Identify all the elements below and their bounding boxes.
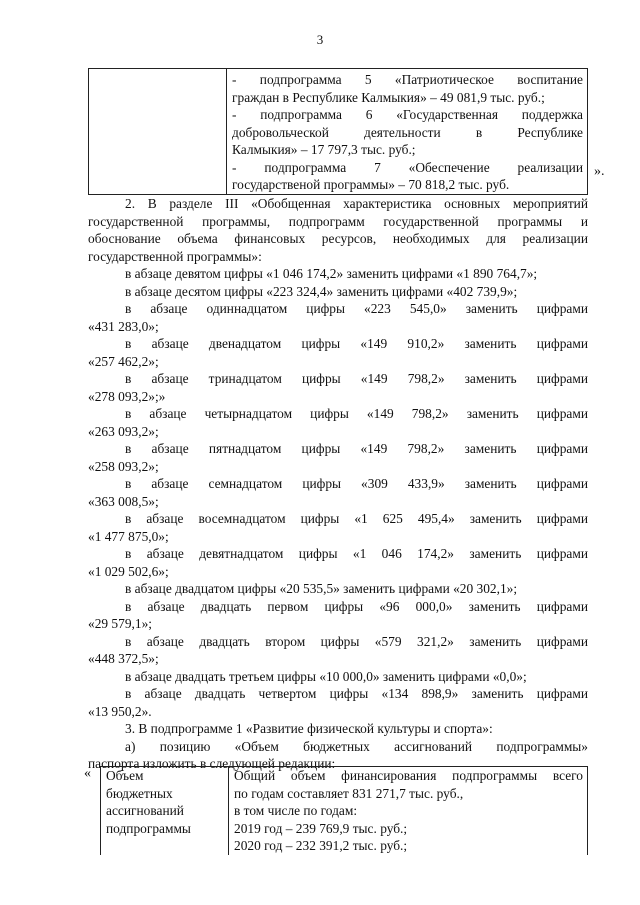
budget-label-line-1: Объем — [106, 768, 144, 783]
amendment-9: в абзаце девятом цифры «1 046 174,2» заменить цифрами «1 890 764,7»; — [125, 266, 538, 281]
budget-label-cell — [101, 767, 229, 855]
amendment-11-value: «431 283,0»; — [88, 318, 159, 334]
amendment-14: в абзаце четырнадцатом цифры «149 798,2» заменить цифрами — [125, 406, 588, 421]
table-empty-cell — [89, 69, 227, 195]
budget-label-line-2: бюджетных — [106, 785, 173, 801]
amendment-13: в абзаце тринадцатом цифры «149 798,2» заменить цифрами — [125, 371, 588, 386]
budget-allocation-table — [100, 766, 588, 855]
funding-table-continuation — [88, 68, 588, 195]
budget-value-line-2: по годам составляет 831 271,7 тыс. руб., — [234, 785, 464, 801]
item-2-line-1: 2. В разделе III «Обобщенная характеристика основных мероприятий — [125, 196, 588, 211]
opening-quote: « — [84, 766, 91, 781]
item-2-line-2: государственной программы, подпрограмм государственной программы и — [88, 213, 588, 229]
subprogram-5-line-2: граждан в Республике Калмыкия» – 49 081,9 тыс. руб.; — [232, 89, 545, 105]
amendment-13-value: «278 093,2»;» — [88, 388, 166, 404]
amendment-22-value: «448 372,5»; — [88, 651, 159, 666]
page-number: 3 — [316, 32, 324, 47]
amendment-22: в абзаце двадцать втором цифры «579 321,2» заменить цифрами — [125, 633, 588, 649]
amendment-24: в абзаце двадцать четвертом цифры «134 898,9» заменить цифрами — [125, 686, 588, 701]
budget-label-line-3: ассигнований — [106, 803, 184, 818]
budget-value-line-5: 2020 год – 232 391,2 тыс. руб.; — [234, 838, 408, 853]
amendment-20: в абзаце двадцатом цифры «20 535,5» заменить цифрами «20 302,1»; — [125, 581, 518, 596]
item-3-heading: 3. В подпрограмме 1 «Развитие физической культуры и спорта»: — [125, 721, 493, 736]
subprogram-6-line-1: - подпрограмма 6 «Государственная поддержка — [232, 107, 583, 122]
amendment-14-value: «263 093,2»; — [88, 423, 159, 439]
budget-value-line-4: 2019 год – 239 769,9 тыс. руб.; — [234, 820, 408, 836]
budget-value-line-3: в том числе по годам: — [234, 803, 358, 818]
document-body — [88, 195, 588, 773]
amendment-15-value: «258 093,2»; — [88, 458, 159, 474]
amendment-10: в абзаце десятом цифры «223 324,4» заменить цифрами «402 739,9»; — [125, 283, 518, 299]
amendment-21-value: «29 579,1»; — [88, 616, 152, 631]
amendment-12-value: «257 462,2»; — [88, 353, 159, 369]
item-2-line-4: государственной программы»: — [88, 248, 262, 264]
budget-label-line-4: подпрограммы — [106, 820, 191, 836]
budget-value-cell — [229, 767, 588, 855]
amendment-18-value: «1 477 875,0»; — [88, 528, 169, 544]
subprogram-7-line-2: государственой программы» – 70 818,2 тыс. руб. — [232, 177, 510, 192]
amendment-24-value: «13 950,2». — [88, 703, 152, 719]
amendment-19: в абзаце девятнадцатом цифры «1 046 174,2» заменить цифрами — [125, 546, 588, 561]
closing-quote: ». — [594, 164, 605, 179]
item-3-sub-a-line-1: а) позицию «Объем бюджетных ассигнований подпрограммы» — [125, 738, 588, 754]
subprogram-6-line-2: добровольческой деятельности в Республике — [232, 124, 583, 140]
subprogram-7-line-1: - подпрограмма 7 «Обеспечение реализации — [232, 159, 583, 175]
amendment-12: в абзаце двенадцатом цифры «149 910,2» заменить цифрами — [125, 336, 588, 351]
amendment-15: в абзаце пятнадцатом цифры «149 798,2» заменить цифрами — [125, 441, 588, 456]
amendment-21: в абзаце двадцать первом цифры «96 000,0» заменить цифрами — [125, 598, 588, 614]
item-3-sub-a-line-2: паспорта изложить в следующей редакции: — [88, 756, 336, 771]
subprogram-6-line-3: Калмыкия» – 17 797,3 тыс. руб.; — [232, 142, 416, 157]
amendment-17: в абзаце семнадцатом цифры «309 433,9» заменить цифрами — [125, 476, 588, 491]
amendment-11: в абзаце одиннадцатом цифры «223 545,0» заменить цифрами — [125, 301, 588, 316]
budget-value-line-1: Общий объем финансирования подпрограммы всего — [234, 768, 583, 783]
table-subprogram-cell — [227, 69, 588, 195]
item-2-line-3: обоснование объема финансовых ресурсов, необходимых для реализации — [88, 231, 588, 246]
amendment-18: в абзаце восемнадцатом цифры «1 625 495,4» заменить цифрами — [125, 511, 588, 526]
subprogram-5-line-1: - подпрограмма 5 «Патриотическое воспитание — [232, 72, 583, 87]
amendment-17-value: «363 008,5»; — [88, 493, 159, 509]
amendment-23: в абзаце двадцать третьем цифры «10 000,0» заменить цифрами «0,0»; — [125, 668, 527, 684]
amendment-19-value: «1 029 502,6»; — [88, 563, 169, 579]
